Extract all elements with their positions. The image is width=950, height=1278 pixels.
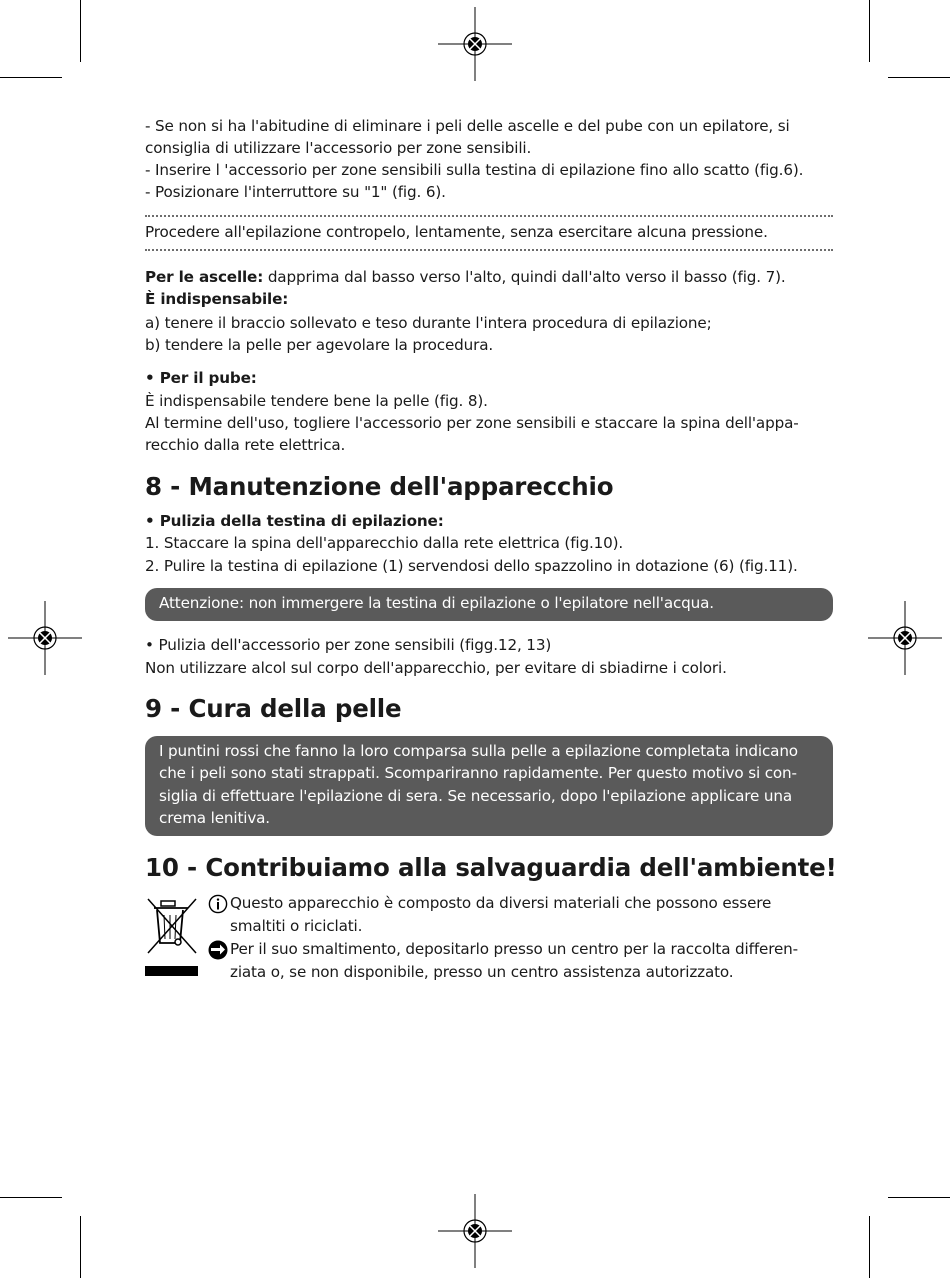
crop-mark [0, 1197, 62, 1198]
registration-mark-icon [438, 1194, 512, 1268]
pube-line: Al termine dell'uso, togliere l'accessorio per zone sensibili e staccare la spina dell'appa- [145, 414, 799, 432]
skin-care-line: che i peli sono stati strappati. Scompariranno rapidamente. Per questo motivo si con- [159, 764, 797, 782]
crop-mark [80, 0, 81, 62]
skin-care-line: I puntini rossi che fanno la loro comparsa sulla pelle a epilazione completata indicano [159, 742, 798, 760]
ascelle-lead [145, 266, 786, 288]
intro-line: - Se non si ha l'abitudine di eliminare i peli delle ascelle e del pube con un epilatore, si [145, 117, 790, 135]
indispensabile-heading: È indispensabile: [145, 290, 289, 308]
skin-care-box [145, 736, 833, 836]
registration-mark-icon [8, 601, 82, 675]
section8-step: 2. Pulire la testina di epilazione (1) servendosi dello spazzolino in dotazione (6) (fig.11). [145, 557, 798, 575]
registration-mark-icon [438, 7, 512, 81]
dotted-divider [145, 215, 833, 217]
intro-line: - Inserire l 'accessorio per zone sensibili sulla testina di epilazione fino allo scatto (fig.6). [145, 161, 804, 179]
pube-line: recchio dalla rete elettrica. [145, 436, 346, 454]
crop-mark [888, 1197, 950, 1198]
warning-text: Attenzione: non immergere la testina di epilazione o l'epilatore nell'acqua. [159, 594, 714, 612]
arrow-right-icon [208, 940, 228, 960]
section9-title: 9 - Cura della pelle [145, 694, 402, 723]
section8-title: 8 - Manutenzione dell'apparecchio [145, 472, 614, 501]
intro-line: - Posizionare l'interruttore su "1" (fig. 6). [145, 183, 446, 201]
note-dotted: Procedere all'epilazione contropelo, lentamente, senza esercitare alcuna pressione. [145, 223, 768, 241]
crop-mark [80, 1216, 81, 1278]
crop-mark [869, 1216, 870, 1278]
registration-mark-icon [868, 601, 942, 675]
intro-line: consiglia di utilizzare l'accessorio per zone sensibili. [145, 139, 532, 157]
pube-line: È indispensabile tendere bene la pelle (fig. 8). [145, 392, 488, 410]
accessory-cleaning-line: • Pulizia dell'accessorio per zone sensibili (figg.12, 13) [145, 636, 552, 654]
crop-mark [0, 77, 62, 78]
crop-mark [869, 0, 870, 62]
warning-box [145, 588, 833, 621]
ascelle-lead-rest: dapprima dal basso verso l'alto, quindi dall'alto verso il basso (fig. 7). [263, 268, 786, 286]
section8-subheading: • Pulizia della testina di epilazione: [145, 512, 444, 530]
ascelle-item-b: b) tendere la pelle per agevolare la procedura. [145, 336, 494, 354]
ascelle-lead-bold: Per le ascelle: [145, 268, 264, 286]
info-line: smaltiti o riciclati. [230, 917, 363, 935]
skin-care-line: crema lenitiva. [159, 809, 270, 827]
info-line: Questo apparecchio è composto da diversi materiali che possono essere [230, 894, 772, 912]
ascelle-item-a: a) tenere il braccio sollevato e teso durante l'intera procedura di epilazione; [145, 314, 712, 332]
dotted-divider [145, 249, 833, 251]
crop-mark [888, 77, 950, 78]
pube-heading: • Per il pube: [145, 369, 257, 387]
disposal-line: ziata o, se non disponibile, presso un centro assistenza autorizzato. [230, 963, 734, 981]
disposal-line: Per il suo smaltimento, depositarlo presso un centro per la raccolta differen- [230, 940, 798, 958]
skin-care-line: siglia di effettuare l'epilazione di sera. Se necessario, dopo l'epilazione applicare una [159, 787, 792, 805]
section8-step: 1. Staccare la spina dell'apparecchio dalla rete elettrica (fig.10). [145, 534, 624, 552]
alcohol-warning-line: Non utilizzare alcol sul corpo dell'apparecchio, per evitare di sbiadirne i colori. [145, 659, 727, 677]
info-icon [208, 894, 228, 914]
crossed-bin-icon [145, 895, 199, 979]
section10-title: 10 - Contribuiamo alla salvaguardia dell'ambiente! [145, 853, 837, 882]
